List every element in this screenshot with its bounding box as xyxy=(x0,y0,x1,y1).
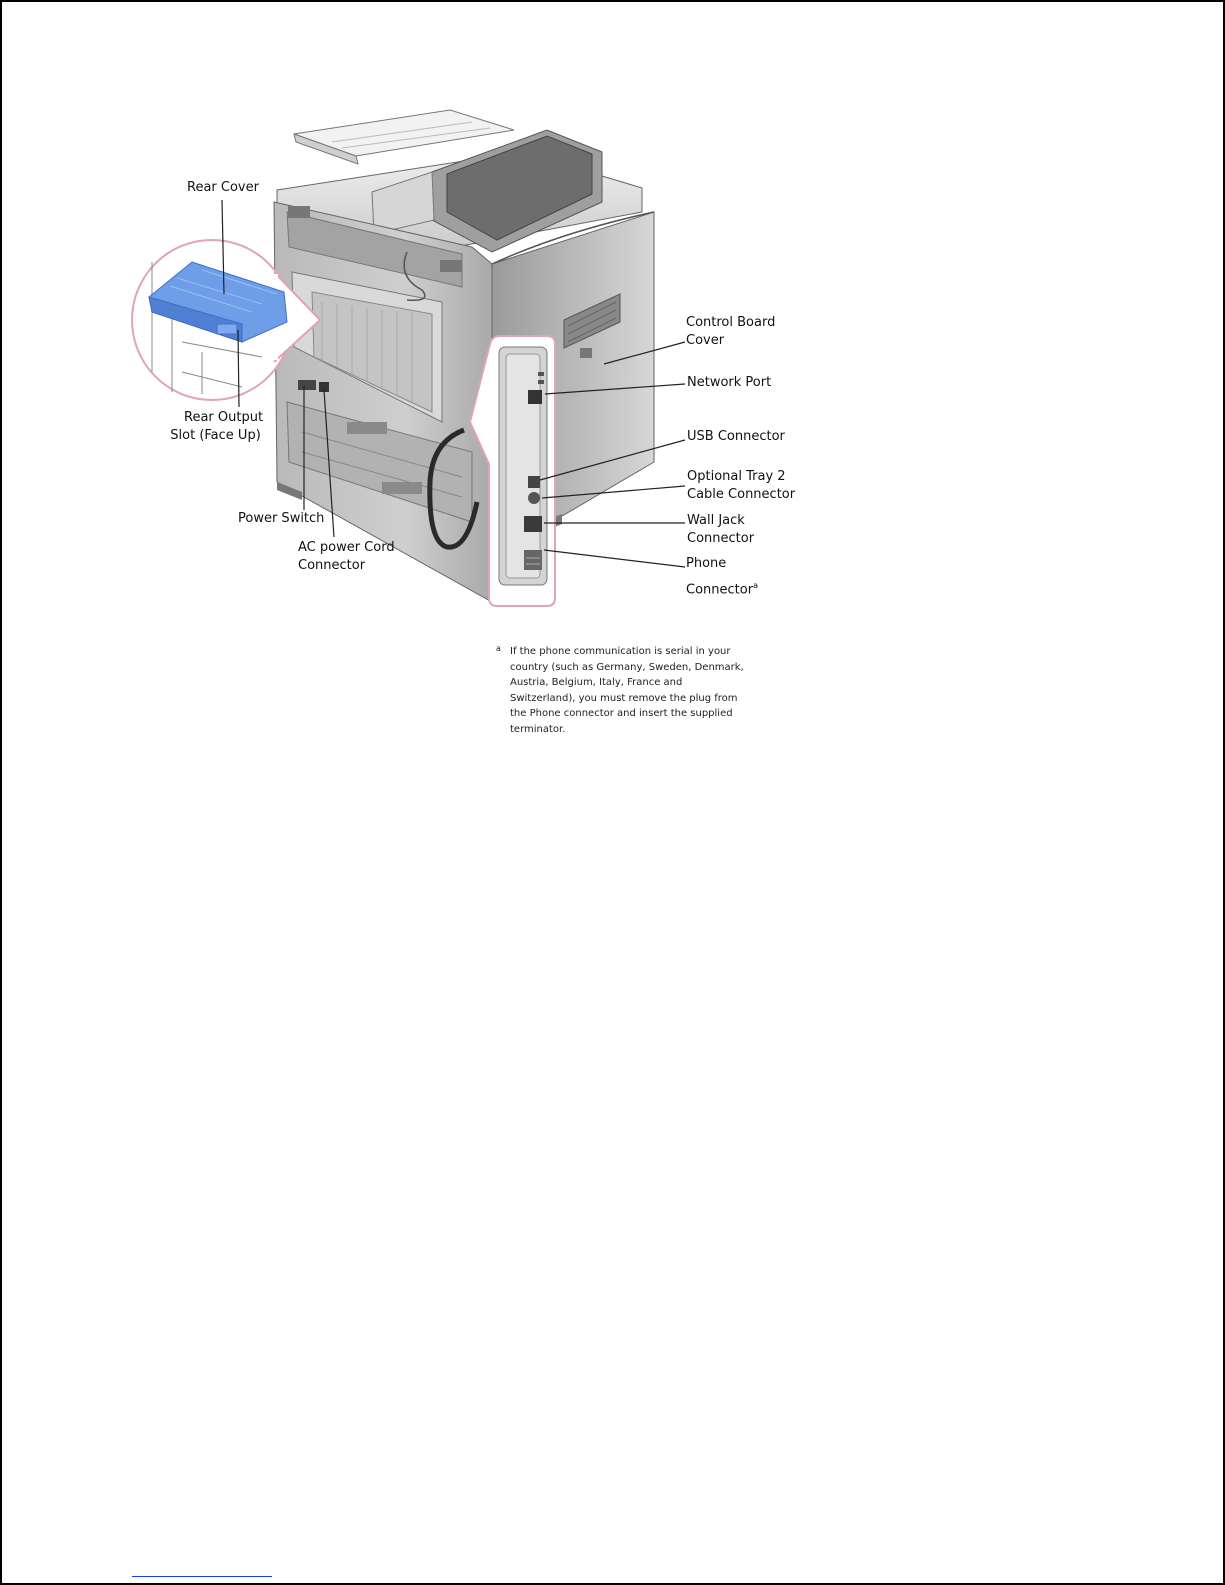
label-phone-line1: Phone xyxy=(686,556,727,571)
label-rear-output-slot-line2: Slot (Face Up) xyxy=(170,428,261,443)
label-rear-output-slot-line1: Rear Output xyxy=(184,410,264,425)
label-usb-connector: USB Connector xyxy=(687,429,785,444)
label-wall-jack-line2: Connector xyxy=(687,531,755,546)
label-optional-tray-line1: Optional Tray 2 xyxy=(687,469,786,484)
label-power-switch: Power Switch xyxy=(238,511,325,526)
label-ac-power-cord-line2: Connector xyxy=(298,558,366,573)
footnote xyxy=(496,644,770,737)
label-optional-tray-connector xyxy=(687,468,795,504)
label-rear-output-slot xyxy=(170,409,264,445)
label-control-board-line2: Cover xyxy=(686,333,725,348)
label-control-board-cover xyxy=(686,314,775,350)
label-phone-line2 xyxy=(686,575,758,601)
bottom-link-underline[interactable] xyxy=(132,1576,272,1577)
footnote-ref-a: a xyxy=(753,581,758,590)
label-ac-power-cord xyxy=(298,539,395,575)
label-wall-jack-line1: Wall Jack xyxy=(687,513,745,528)
printer-rear-diagram xyxy=(2,2,1223,1583)
footnote-marker: a xyxy=(496,644,501,653)
label-wall-jack-connector xyxy=(687,512,754,548)
label-ac-power-cord-line1: AC power Cord xyxy=(298,540,395,555)
label-optional-tray-line2: Cable Connector xyxy=(687,487,796,502)
label-rear-cover: Rear Cover xyxy=(187,180,259,195)
label-control-board-line1: Control Board xyxy=(686,315,776,330)
label-phone-line2-text: Connector xyxy=(686,582,754,598)
label-network-port: Network Port xyxy=(687,375,772,390)
footnote-text: If the phone communication is serial in your country (such as Germany, Sweden, Denmark, Austria, Belgium, Italy, France and Switzerland), you must remove the plug from the Phone connector and insert the supplied terminator. xyxy=(510,646,744,735)
label-phone-connector xyxy=(686,553,758,601)
